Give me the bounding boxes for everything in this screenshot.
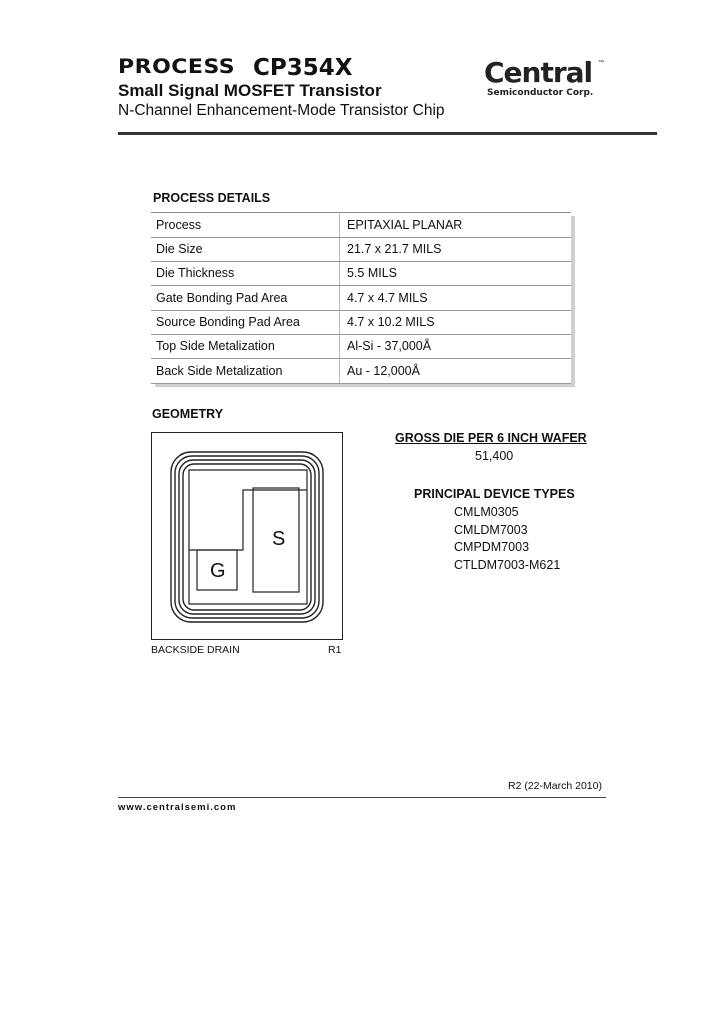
row-label: Gate Bonding Pad Area xyxy=(156,291,288,305)
part-number: CP354X xyxy=(253,55,353,81)
backside-drain-label: BACKSIDE DRAIN xyxy=(151,644,240,656)
gate-pad-label: G xyxy=(210,560,226,582)
device-type-list xyxy=(454,504,560,574)
list-item: CMLM0305 xyxy=(454,505,519,519)
footer-divider xyxy=(118,797,606,798)
row-label: Die Size xyxy=(156,242,203,256)
document-title: Small Signal MOSFET Transistor xyxy=(118,81,382,100)
process-label: PROCESS xyxy=(118,56,236,79)
guard-ring xyxy=(179,460,315,614)
company-logo xyxy=(484,58,606,102)
table-row xyxy=(151,237,571,262)
row-value: 5.5 MILS xyxy=(347,266,398,280)
logo-trademark: ™ xyxy=(598,60,604,66)
table-row xyxy=(151,286,571,311)
list-item: CMPDM7003 xyxy=(454,540,530,554)
gate-runner xyxy=(189,490,307,550)
row-value: 4.7 x 4.7 MILS xyxy=(347,291,428,305)
table-row xyxy=(151,213,571,238)
guard-ring-inner xyxy=(183,464,311,610)
logo-wordmark: Central xyxy=(484,56,593,89)
row-label: Process xyxy=(156,218,202,232)
header-divider xyxy=(118,132,657,135)
table-row xyxy=(151,334,571,359)
guard-ring xyxy=(175,456,319,618)
process-details-heading: PROCESS DETAILS xyxy=(153,191,271,205)
geometry-revision: R1 xyxy=(328,644,342,656)
row-label: Source Bonding Pad Area xyxy=(156,315,300,329)
gross-die-heading: GROSS DIE PER 6 INCH WAFER xyxy=(395,431,587,445)
website-link[interactable]: www.centralsemi.com xyxy=(118,802,237,813)
source-pad-label: S xyxy=(272,528,286,550)
row-value: 21.7 x 21.7 MILS xyxy=(347,242,442,256)
process-details-table xyxy=(151,212,571,383)
principal-device-types-heading: PRINCIPAL DEVICE TYPES xyxy=(414,487,575,501)
table-row xyxy=(151,261,571,286)
document-revision: R2 (22-March 2010) xyxy=(508,780,602,792)
geometry-heading: GEOMETRY xyxy=(152,407,224,421)
row-value: 4.7 x 10.2 MILS xyxy=(347,315,435,329)
die-geometry-diagram xyxy=(151,432,343,640)
logo-tagline: Semiconductor Corp. xyxy=(487,88,594,98)
row-value: Au - 12,000Å xyxy=(347,364,420,378)
row-value: EPITAXIAL PLANAR xyxy=(347,218,463,232)
row-value: Al-Si - 37,000Å xyxy=(347,339,432,353)
table-row xyxy=(151,310,571,335)
gross-die-value: 51,400 xyxy=(475,449,514,463)
row-label: Back Side Metalization xyxy=(156,364,283,378)
row-label: Die Thickness xyxy=(156,266,235,280)
list-item: CTLDM7003-M621 xyxy=(454,557,561,572)
guard-ring-outer xyxy=(171,452,323,622)
list-item: CMLDM7003 xyxy=(454,522,528,537)
table-row xyxy=(151,359,571,384)
document-subtitle: N-Channel Enhancement-Mode Transistor Chip xyxy=(118,102,445,119)
row-label: Top Side Metalization xyxy=(156,339,275,353)
